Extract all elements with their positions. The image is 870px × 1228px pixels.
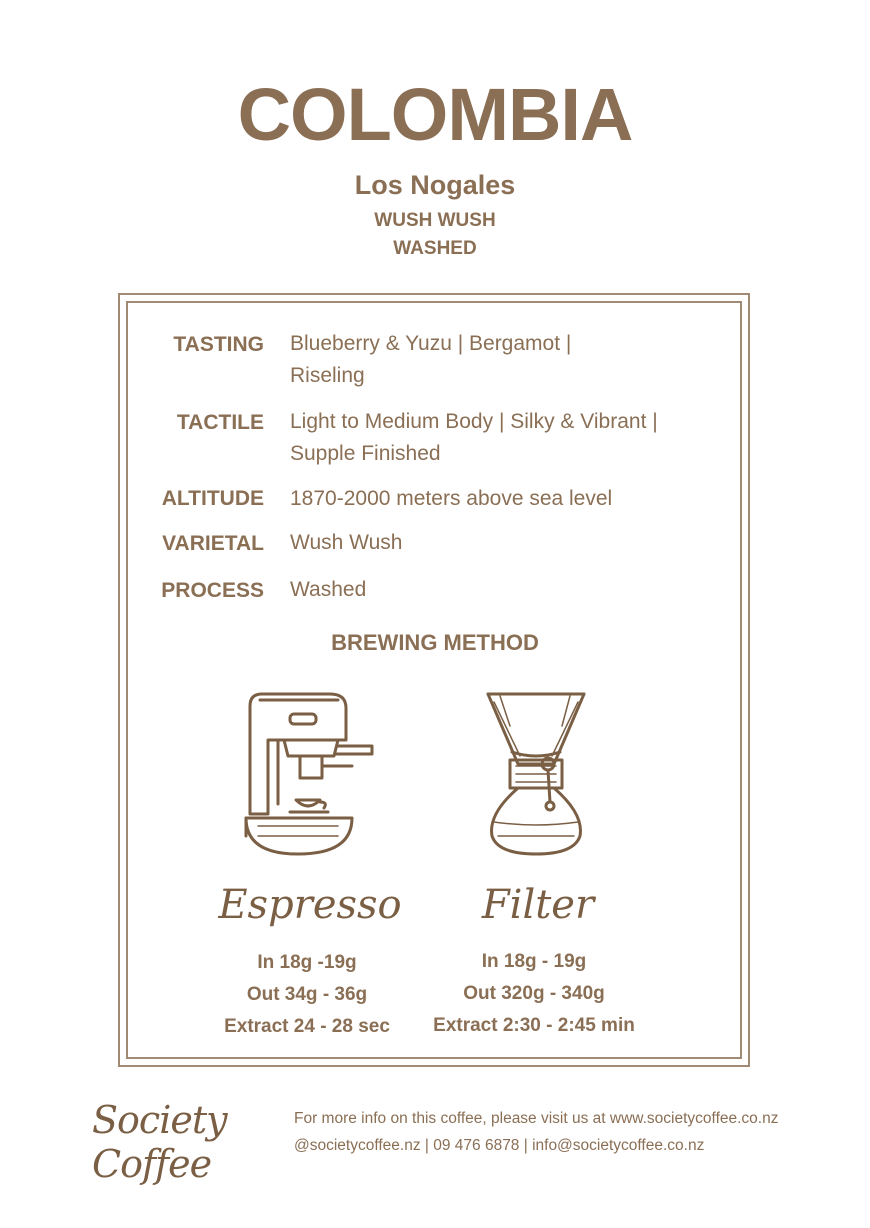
tactile-value-line1: Light to Medium Body | Silky & Vibrant | — [290, 410, 658, 433]
process-value: Washed — [290, 578, 367, 601]
varietal-value: Wush Wush — [290, 531, 403, 554]
variety-name: WUSH WUSH — [374, 210, 496, 231]
farm-name: Los Nogales — [354, 170, 516, 200]
filter-label: Filter — [481, 882, 595, 928]
espresso-specs — [177, 947, 437, 1043]
tactile-value — [290, 406, 710, 470]
footer-contact-line: @societycoffee.nz | 09 476 6878 | info@societycoffee.co.nz — [294, 1137, 705, 1154]
espresso-label: Espresso — [218, 882, 402, 928]
tactile-label: TACTILE — [176, 411, 264, 434]
filter-out: Out 320g - 340g — [463, 983, 605, 1004]
chemex-icon — [480, 686, 592, 858]
altitude-value: 1870-2000 meters above sea level — [290, 487, 613, 510]
process-label: PROCESS — [161, 579, 264, 602]
tasting-value-line2: Riseling — [290, 364, 365, 387]
varietal-label: VARIETAL — [162, 532, 264, 555]
process-name: WASHED — [393, 238, 477, 259]
page-title: COLOMBIA — [237, 73, 633, 156]
tasting-value — [290, 328, 710, 392]
filter-in: In 18g - 19g — [481, 951, 587, 972]
footer-info-line: For more info on this coffee, please visit us at www.societycoffee.co.nz — [294, 1110, 779, 1127]
tasting-label: TASTING — [173, 333, 264, 356]
espresso-machine-icon — [238, 686, 383, 858]
brewing-method-title: BREWING METHOD — [331, 630, 539, 655]
tactile-value-line2: Supple Finished — [290, 442, 441, 465]
altitude-label: ALTITUDE — [161, 487, 264, 510]
filter-extract: Extract 2:30 - 2:45 min — [433, 1015, 635, 1036]
espresso-out: Out 34g - 36g — [246, 984, 368, 1005]
filter-specs — [404, 946, 664, 1042]
society-coffee-logo: Society Coffee — [92, 1098, 227, 1186]
tasting-value-line1: Blueberry & Yuzu | Bergamot | — [290, 332, 572, 355]
espresso-in: In 18g -19g — [257, 952, 357, 973]
espresso-extract: Extract 24 - 28 sec — [224, 1016, 390, 1037]
